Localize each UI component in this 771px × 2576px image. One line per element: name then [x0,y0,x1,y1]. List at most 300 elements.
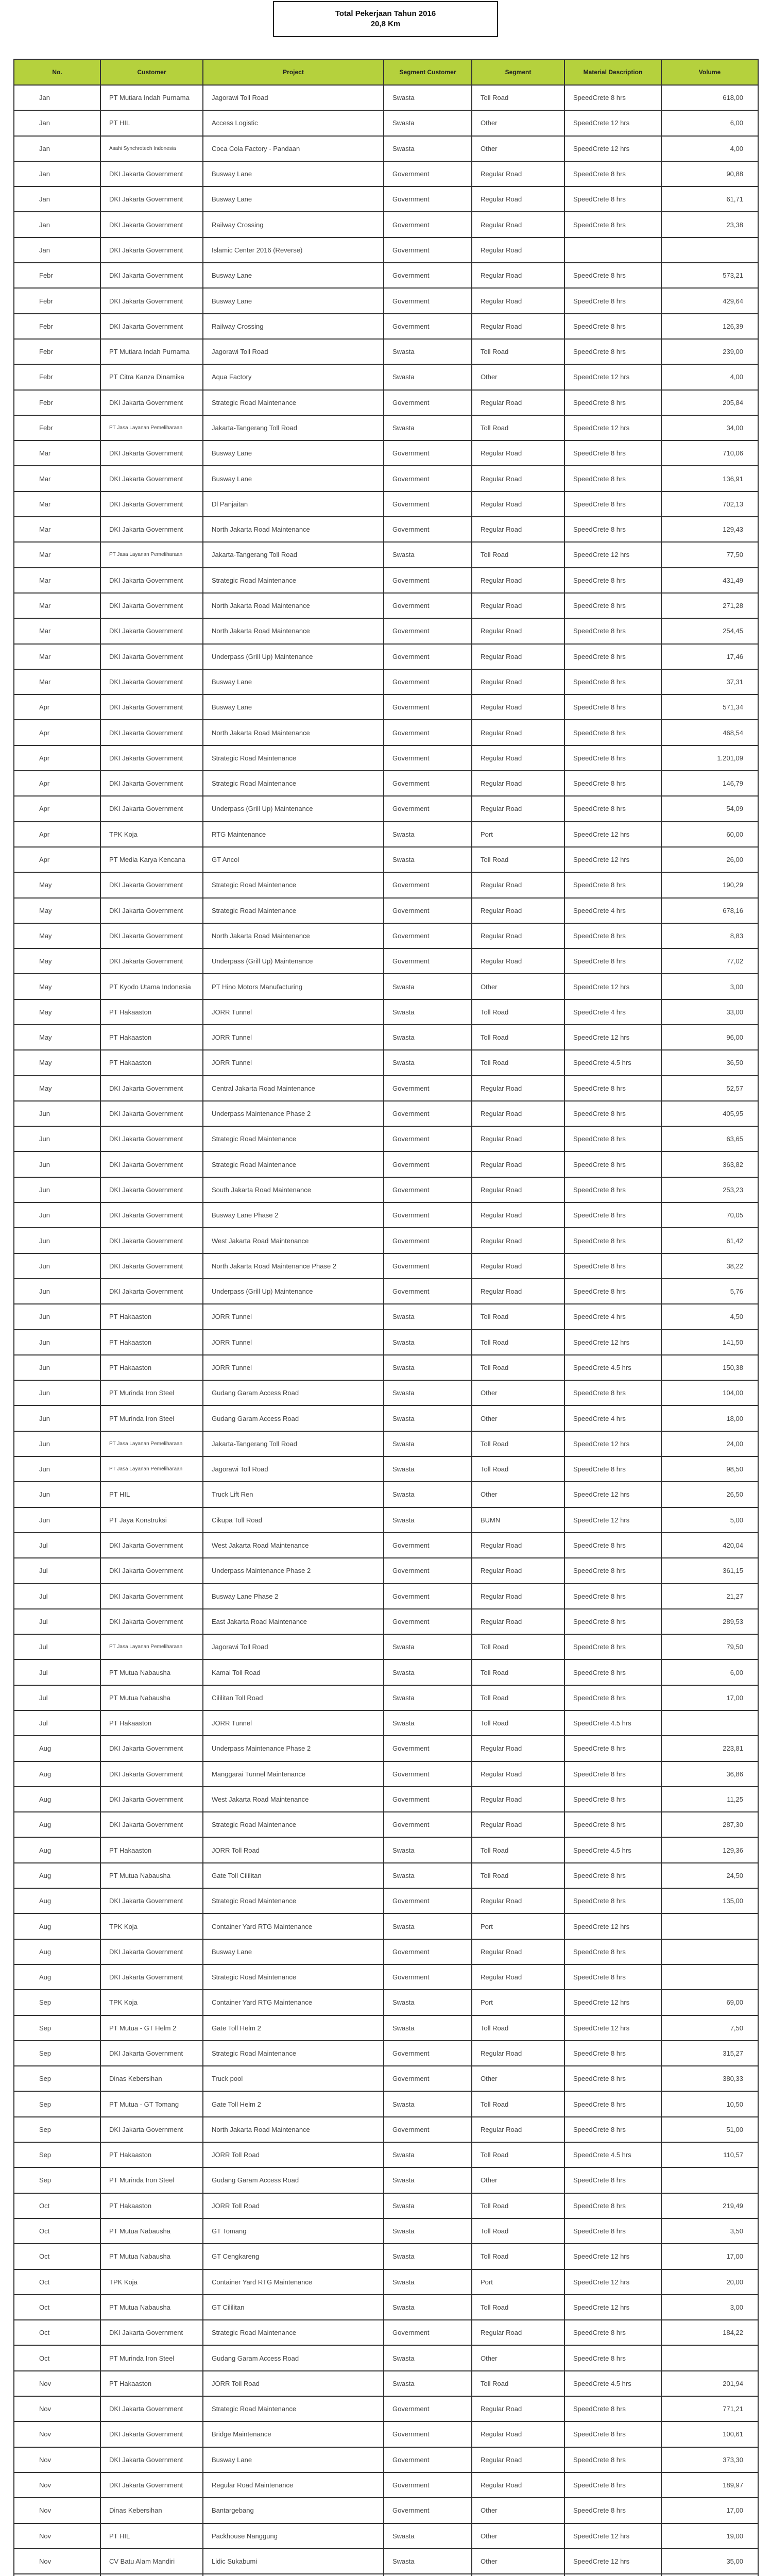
cell-project: Railway Crossing [203,212,384,237]
cell-project: GT Tomang [203,2218,384,2244]
cell-segment-customer: Swasta [384,2244,472,2269]
cell-volume: 36,86 [661,1761,758,1787]
cell-customer: DKI Jakarta Government [100,390,203,415]
cell-segment: Regular Road [472,1101,564,1126]
cell-project: GT Cililitan [203,2295,384,2320]
cell-material: SpeedCrete 8 hrs [564,1812,661,1837]
table-row [14,948,758,974]
cell-segment-customer: Swasta [384,2345,472,2370]
cell-month: Jan [14,212,100,237]
cell-volume: 24,00 [661,1431,758,1456]
cell-customer: DKI Jakarta Government [100,771,203,796]
cell-segment: Regular Road [472,1202,564,1228]
cell-project: Container Yard RTG Maintenance [203,1913,384,1939]
table-row [14,2015,758,2041]
table-row [14,2295,758,2320]
cell-volume: 219,49 [661,2193,758,2218]
cell-customer: PT Mutua Nabausha [100,1659,203,1685]
cell-month: Jun [14,1202,100,1228]
cell-material: SpeedCrete 8 hrs [564,593,661,618]
cell-month: Jun [14,1482,100,1507]
cell-customer: PT Hakaaston [100,1330,203,1355]
cell-material: SpeedCrete 12 hrs [564,1482,661,1507]
table-row [14,390,758,415]
cell-segment-customer: Swasta [384,1025,472,1050]
cell-customer: DKI Jakarta Government [100,1736,203,1761]
cell-customer: DKI Jakarta Government [100,314,203,339]
cell-segment-customer: Government [384,745,472,771]
cell-customer: PT Murinda Iron Steel [100,2345,203,2370]
cell-segment: Regular Road [472,187,564,212]
cell-project: Busway Lane [203,187,384,212]
cell-project: Islamic Center 2016 (Reverse) [203,238,384,263]
cell-project: North Jakarta Road Maintenance Phase 2 [203,1253,384,1279]
table-row [14,1710,758,1736]
cell-project: North Jakarta Road Maintenance [203,2117,384,2142]
cell-material: SpeedCrete 8 hrs [564,339,661,364]
cell-volume: 254,45 [661,618,758,643]
cell-material: SpeedCrete 8 hrs [564,2447,661,2472]
cell-customer: PT Mutua - GT Tomang [100,2091,203,2116]
cell-segment: Regular Road [472,1584,564,1609]
cell-material: SpeedCrete 8 hrs [564,1533,661,1558]
cell-customer: Dinas Kebersihan [100,2498,203,2523]
cell-customer: DKI Jakarta Government [100,1787,203,1812]
cell-segment: Regular Road [472,1126,564,1151]
cell-customer: PT Mutua Nabausha [100,2218,203,2244]
table-row [14,1990,758,2015]
cell-project: Kamal Toll Road [203,1659,384,1685]
cell-project: Strategic Road Maintenance [203,568,384,593]
table-row [14,2371,758,2396]
cell-volume: 431,49 [661,568,758,593]
cell-material: SpeedCrete 8 hrs [564,1177,661,1202]
cell-month [14,2574,100,2576]
cell-project: Gudang Garam Access Road [203,2167,384,2193]
cell-volume: 271,28 [661,593,758,618]
table-row [14,923,758,948]
cell-material: SpeedCrete 12 hrs [564,2295,661,2320]
table-row [14,2041,758,2066]
cell-month: Jan [14,187,100,212]
cell-month: Aug [14,1761,100,1787]
cell-volume: 96,00 [661,1025,758,1050]
cell-project: Gate Toll Cililitan [203,1863,384,1888]
cell-material: SpeedCrete 12 hrs [564,1330,661,1355]
cell-volume: 26,00 [661,847,758,872]
cell-volume: 1.201,09 [661,745,758,771]
cell-month: Febr [14,288,100,313]
cell-material: SpeedCrete 8 hrs [564,288,661,313]
cell-material: SpeedCrete 8 hrs [564,1584,661,1609]
table-row [14,1025,758,1050]
cell-volume: 8,83 [661,923,758,948]
cell-volume: 69,00 [661,1990,758,2015]
cell-material: SpeedCrete 8 hrs [564,923,661,948]
cell-customer: PT Jasa Layanan Pemeliharaan [100,542,203,567]
cell-volume: 373,30 [661,2447,758,2472]
cell-segment: Toll Road [472,1025,564,1050]
cell-segment-customer: Government [384,796,472,821]
cell-segment-customer: Government [384,771,472,796]
cell-segment-customer: Government [384,2396,472,2421]
cell-segment: Regular Road [472,2117,564,2142]
cell-project: Gudang Garam Access Road [203,1405,384,1431]
cell-project: Truck Lift Ren [203,1482,384,1507]
cell-project: Strategic Road Maintenance [203,1964,384,1990]
cell-customer: PT Hakaaston [100,2142,203,2167]
cell-volume: 37,31 [661,669,758,694]
cell-volume [661,1710,758,1736]
cell-material: SpeedCrete 8 hrs [564,212,661,237]
cell-volume: 17,00 [661,2498,758,2523]
cell-material: SpeedCrete 8 hrs [564,517,661,542]
cell-customer: PT Mutua Nabausha [100,2244,203,2269]
cell-segment-customer: Government [384,1177,472,1202]
cell-customer: PT Hakaaston [100,1050,203,1075]
cell-project: Busway Lane Phase 2 [203,1202,384,1228]
cell-month: May [14,974,100,999]
cell-segment-customer: Government [384,288,472,313]
cell-segment-customer [384,2574,472,2576]
cell-volume: 190,29 [661,872,758,897]
table-row [14,1812,758,1837]
cell-month: Apr [14,745,100,771]
table-row [14,1939,758,1964]
cell-segment-customer: Swasta [384,847,472,872]
cell-volume: 135,00 [661,1888,758,1913]
cell-segment: Toll Road [472,1456,564,1482]
cell-month: Nov [14,2421,100,2447]
cell-segment-customer: Government [384,1787,472,1812]
cell-material: SpeedCrete 4 hrs [564,999,661,1025]
cell-segment: Regular Road [472,1812,564,1837]
cell-month: Jul [14,1533,100,1558]
cell-segment: Regular Road [472,2041,564,2066]
cell-month: Mar [14,669,100,694]
cell-segment-customer: Government [384,1736,472,1761]
cell-month: Oct [14,2193,100,2218]
table-row [14,415,758,440]
cell-project: Strategic Road Maintenance [203,872,384,897]
cell-month: Jun [14,1177,100,1202]
cell-segment-customer: Government [384,1126,472,1151]
cell-material: SpeedCrete 8 hrs [564,644,661,669]
cell-month: Apr [14,796,100,821]
cell-segment: Regular Road [472,1964,564,1990]
cell-month: Apr [14,694,100,720]
cell-segment-customer: Government [384,644,472,669]
cell-month: Oct [14,2320,100,2345]
cell-material: SpeedCrete 12 hrs [564,1913,661,1939]
cell-volume: 201,94 [661,2371,758,2396]
cell-segment: Other [472,2549,564,2574]
cell-volume: 19,00 [661,2523,758,2549]
table-row [14,1558,758,1583]
cell-segment: Toll Road [472,1634,564,1659]
table-row [14,339,758,364]
cell-volume: 571,34 [661,694,758,720]
cell-segment-customer: Swasta [384,2142,472,2167]
cell-project: Manggarai Tunnel Maintenance [203,1761,384,1787]
cell-volume: 17,00 [661,1685,758,1710]
cell-month: May [14,948,100,974]
cell-segment: Toll Road [472,1431,564,1456]
cell-project: JORR Toll Road [203,2142,384,2167]
cell-volume: 126,39 [661,314,758,339]
table-row [14,1050,758,1075]
table-row [14,1456,758,1482]
header-no: No. [14,59,100,85]
cell-segment-customer: Government [384,2421,472,2447]
table-row [14,1736,758,1761]
cell-segment-customer: Swasta [384,542,472,567]
cell-segment-customer: Swasta [384,1330,472,1355]
cell-customer: DKI Jakarta Government [100,2396,203,2421]
table-row [14,2244,758,2269]
cell-segment: Regular Road [472,644,564,669]
cell-segment-customer: Swasta [384,1431,472,1456]
cell-material: SpeedCrete 8 hrs [564,1736,661,1761]
cell-month: Febr [14,415,100,440]
cell-volume: 771,21 [661,2396,758,2421]
table-row [14,974,758,999]
cell-month: Aug [14,1888,100,1913]
cell-material: SpeedCrete 8 hrs [564,1380,661,1405]
cell-material: SpeedCrete 8 hrs [564,2193,661,2218]
cell-project: North Jakarta Road Maintenance [203,923,384,948]
cell-month: Nov [14,2447,100,2472]
cell-customer: DKI Jakarta Government [100,1812,203,1837]
cell-segment: Regular Road [472,1151,564,1177]
cell-project: PT Hino Motors Manufacturing [203,974,384,999]
cell-segment-customer: Government [384,212,472,237]
cell-customer: DKI Jakarta Government [100,187,203,212]
cell-volume: 184,22 [661,2320,758,2345]
cell-segment: Toll Road [472,1685,564,1710]
cell-segment-customer: Government [384,1761,472,1787]
cell-month: Febr [14,364,100,389]
cell-volume: 35,00 [661,2549,758,2574]
cell-volume: 10,50 [661,2091,758,2116]
table-row [14,1151,758,1177]
cell-month: Aug [14,1837,100,1862]
cell-volume: 52,57 [661,1076,758,1101]
table-row [14,2396,758,2421]
table-row [14,314,758,339]
cell-month: May [14,1076,100,1101]
cell-project: Aqua Factory [203,364,384,389]
cell-project: Underpass Maintenance Phase 2 [203,1101,384,1126]
cell-month: Jul [14,1710,100,1736]
cell-material: SpeedCrete 8 hrs [564,1253,661,1279]
cell-segment: Toll Road [472,339,564,364]
cell-project: Underpass (Grill Up) Maintenance [203,796,384,821]
cell-volume: 223,81 [661,1736,758,1761]
cell-segment: Toll Road [472,1355,564,1380]
table-row [14,161,758,187]
cell-month: Apr [14,771,100,796]
cell-segment-customer: Swasta [384,1507,472,1533]
cell-material: SpeedCrete 8 hrs [564,492,661,517]
table-row [14,1202,758,1228]
cell-month: Febr [14,339,100,364]
report-total-length: 20,8 Km [370,20,401,28]
cell-month: Jul [14,1609,100,1634]
cell-material: SpeedCrete 8 hrs [564,2345,661,2370]
cell-volume: 90,88 [661,161,758,187]
table-row [14,187,758,212]
cell-month: Jul [14,1584,100,1609]
cell-segment-customer: Swasta [384,2015,472,2041]
cell-material: SpeedCrete 12 hrs [564,2523,661,2549]
cell-material [564,2574,661,2576]
cell-customer: DKI Jakarta Government [100,1939,203,1964]
cell-month: Jan [14,85,100,110]
cell-project: North Jakarta Road Maintenance [203,593,384,618]
cell-customer: PT Mutiara Indah Purnama [100,85,203,110]
cell-project: Busway Lane Phase 2 [203,1584,384,1609]
table-row [14,2193,758,2218]
cell-segment-customer: Government [384,720,472,745]
cell-segment-customer: Swasta [384,1405,472,1431]
cell-material: SpeedCrete 8 hrs [564,872,661,897]
cell-segment: Toll Road [472,1863,564,1888]
work-table [13,59,759,2576]
cell-segment: Regular Road [472,1939,564,1964]
cell-volume: 17,46 [661,644,758,669]
cell-volume: 146,79 [661,771,758,796]
cell-segment: Other [472,136,564,161]
cell-customer: DKI Jakarta Government [100,898,203,923]
cell-customer: DKI Jakarta Government [100,492,203,517]
cell-material: SpeedCrete 4 hrs [564,1405,661,1431]
table-row [14,847,758,872]
cell-segment-customer: Government [384,2498,472,2523]
cell-segment: Regular Road [472,1533,564,1558]
cell-customer: PT HIL [100,1482,203,1507]
cell-segment: Regular Road [472,390,564,415]
cell-project: Cililitan Toll Road [203,1685,384,1710]
cell-volume: 129,36 [661,1837,758,1862]
cell-project: Strategic Road Maintenance [203,1151,384,1177]
table-row [14,492,758,517]
cell-material: SpeedCrete 12 hrs [564,415,661,440]
cell-month: Mar [14,644,100,669]
cell-segment: Regular Road [472,466,564,491]
cell-segment: Regular Road [472,314,564,339]
table-row [14,1101,758,1126]
table-row [14,1253,758,1279]
cell-segment-customer: Swasta [384,1913,472,1939]
cell-project: Strategic Road Maintenance [203,2396,384,2421]
cell-segment-customer: Swasta [384,999,472,1025]
cell-volume: 110,57 [661,2142,758,2167]
cell-customer: PT Jasa Layanan Pemeliharaan [100,1431,203,1456]
table-row [14,694,758,720]
cell-month: Jul [14,1685,100,1710]
cell-project: North Jakarta Road Maintenance [203,517,384,542]
cell-material: SpeedCrete 8 hrs [564,1888,661,1913]
cell-volume: 26,50 [661,1482,758,1507]
cell-segment: BUMN [472,1507,564,1533]
table-row [14,212,758,237]
cell-segment-customer: Government [384,492,472,517]
cell-segment: Regular Road [472,694,564,720]
table-row [14,593,758,618]
cell-segment: Regular Road [472,745,564,771]
cell-segment: Port [472,2269,564,2295]
cell-volume: 363,82 [661,1151,758,1177]
cell-customer: Dinas Kebersihan [100,2066,203,2091]
cell-month: Jun [14,1330,100,1355]
cell-segment-customer: Swasta [384,974,472,999]
cell-volume: 5,00 [661,1507,758,1533]
cell-project: Gate Toll Helm 2 [203,2091,384,2116]
cell-segment: Toll Road [472,415,564,440]
cell-material: SpeedCrete 12 hrs [564,136,661,161]
cell-month: Sep [14,2142,100,2167]
cell-segment: Regular Road [472,1558,564,1583]
cell-segment: Regular Road [472,872,564,897]
cell-segment: Regular Road [472,796,564,821]
cell-material: SpeedCrete 4.5 hrs [564,2371,661,2396]
cell-customer: TPK Koja [100,822,203,847]
header-segment-customer: Segment Customer [384,59,472,85]
cell-customer: PT Hakaaston [100,2193,203,2218]
cell-project: JORR Tunnel [203,999,384,1025]
cell-project: RTG Maintenance [203,822,384,847]
cell-month: May [14,999,100,1025]
cell-project: Strategic Road Maintenance [203,1812,384,1837]
cell-segment-customer: Government [384,314,472,339]
cell-month: Mar [14,542,100,567]
cell-customer: DKI Jakarta Government [100,923,203,948]
cell-volume: 4,50 [661,1304,758,1329]
cell-material: SpeedCrete 12 hrs [564,822,661,847]
cell-material: SpeedCrete 8 hrs [564,745,661,771]
table-row [14,1888,758,1913]
cell-segment-customer: Government [384,898,472,923]
cell-segment: Regular Road [472,1228,564,1253]
cell-material: SpeedCrete 12 hrs [564,847,661,872]
cell-segment: Regular Road [472,1279,564,1304]
table-row [14,1126,758,1151]
cell-customer: DKI Jakarta Government [100,694,203,720]
cell-project: Gate Toll Helm 2 [203,2015,384,2041]
cell-customer: DKI Jakarta Government [100,1584,203,1609]
cell-segment: Regular Road [472,593,564,618]
cell-customer: DKI Jakarta Government [100,948,203,974]
cell-segment: Regular Road [472,618,564,643]
cell-segment: Regular Road [472,1761,564,1787]
cell-project: JORR Tunnel [203,1710,384,1736]
cell-segment: Other [472,2498,564,2523]
cell-month: Jun [14,1151,100,1177]
cell-segment: Regular Road [472,288,564,313]
cell-segment-customer: Swasta [384,2091,472,2116]
table-row [14,1964,758,1990]
cell-month: Aug [14,1812,100,1837]
table-row [14,2142,758,2167]
cell-material: SpeedCrete 4 hrs [564,898,661,923]
cell-segment-customer: Government [384,1253,472,1279]
cell-segment-customer: Swasta [384,2167,472,2193]
table-row [14,1761,758,1787]
cell-material: SpeedCrete 8 hrs [564,1939,661,1964]
cell-segment-customer: Swasta [384,1482,472,1507]
cell-material: SpeedCrete 8 hrs [564,2498,661,2523]
